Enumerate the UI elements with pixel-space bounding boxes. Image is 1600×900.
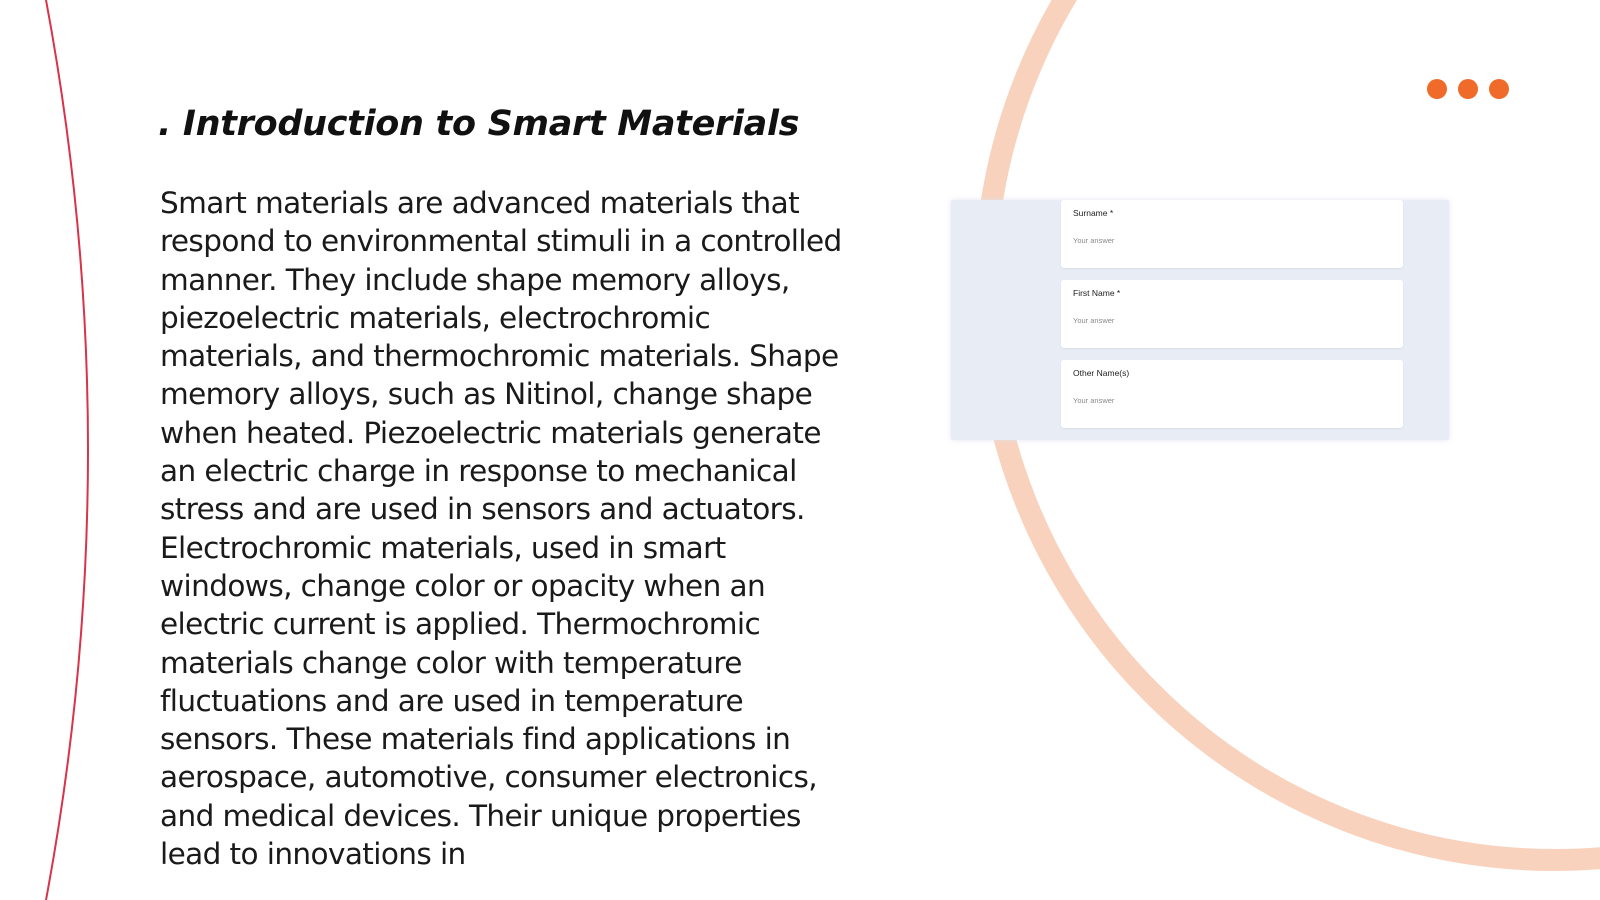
form-card-first-name xyxy=(1061,280,1403,348)
other-names-input[interactable]: Your answer xyxy=(1073,396,1115,405)
surname-input[interactable]: Your answer xyxy=(1073,236,1115,245)
dot-icon xyxy=(1458,79,1478,99)
first-name-label: First Name * xyxy=(1073,288,1121,298)
slide-body-text: Smart materials are advanced materials that respond to environmental stimuli in a controlled manner. They include shape memory alloys, piezoelectric materials, electrochromic materials, and thermochromic materials. Shape memory alloys, such as Nitinol, change shape when heated. Piezoelectric materials generate an electric charge in response to mechanical stress and are used in sensors and actuators. Electrochromic materials, used in smart windows, change color or opacity when an electric current is applied. Thermochromic materials change color with temperature fluctuations and are used in temperature sensors. These materials find applications in aerospace, automotive, consumer electronics, and medical devices. Their unique properties lead to innovations in xyxy=(160,186,842,872)
slide-title: . Introduction to Smart Materials xyxy=(158,104,800,144)
left-red-curve xyxy=(46,0,88,900)
other-names-label: Other Name(s) xyxy=(1073,368,1130,378)
surname-label: Surname * xyxy=(1073,208,1114,218)
first-name-input[interactable]: Your answer xyxy=(1073,316,1115,325)
dot-icon xyxy=(1427,79,1447,99)
form-card-other-names xyxy=(1061,360,1403,428)
dot-icon xyxy=(1489,79,1509,99)
form-card-surname xyxy=(1061,200,1403,268)
more-options-icon[interactable] xyxy=(1427,79,1509,99)
form-screenshot xyxy=(951,200,1449,440)
